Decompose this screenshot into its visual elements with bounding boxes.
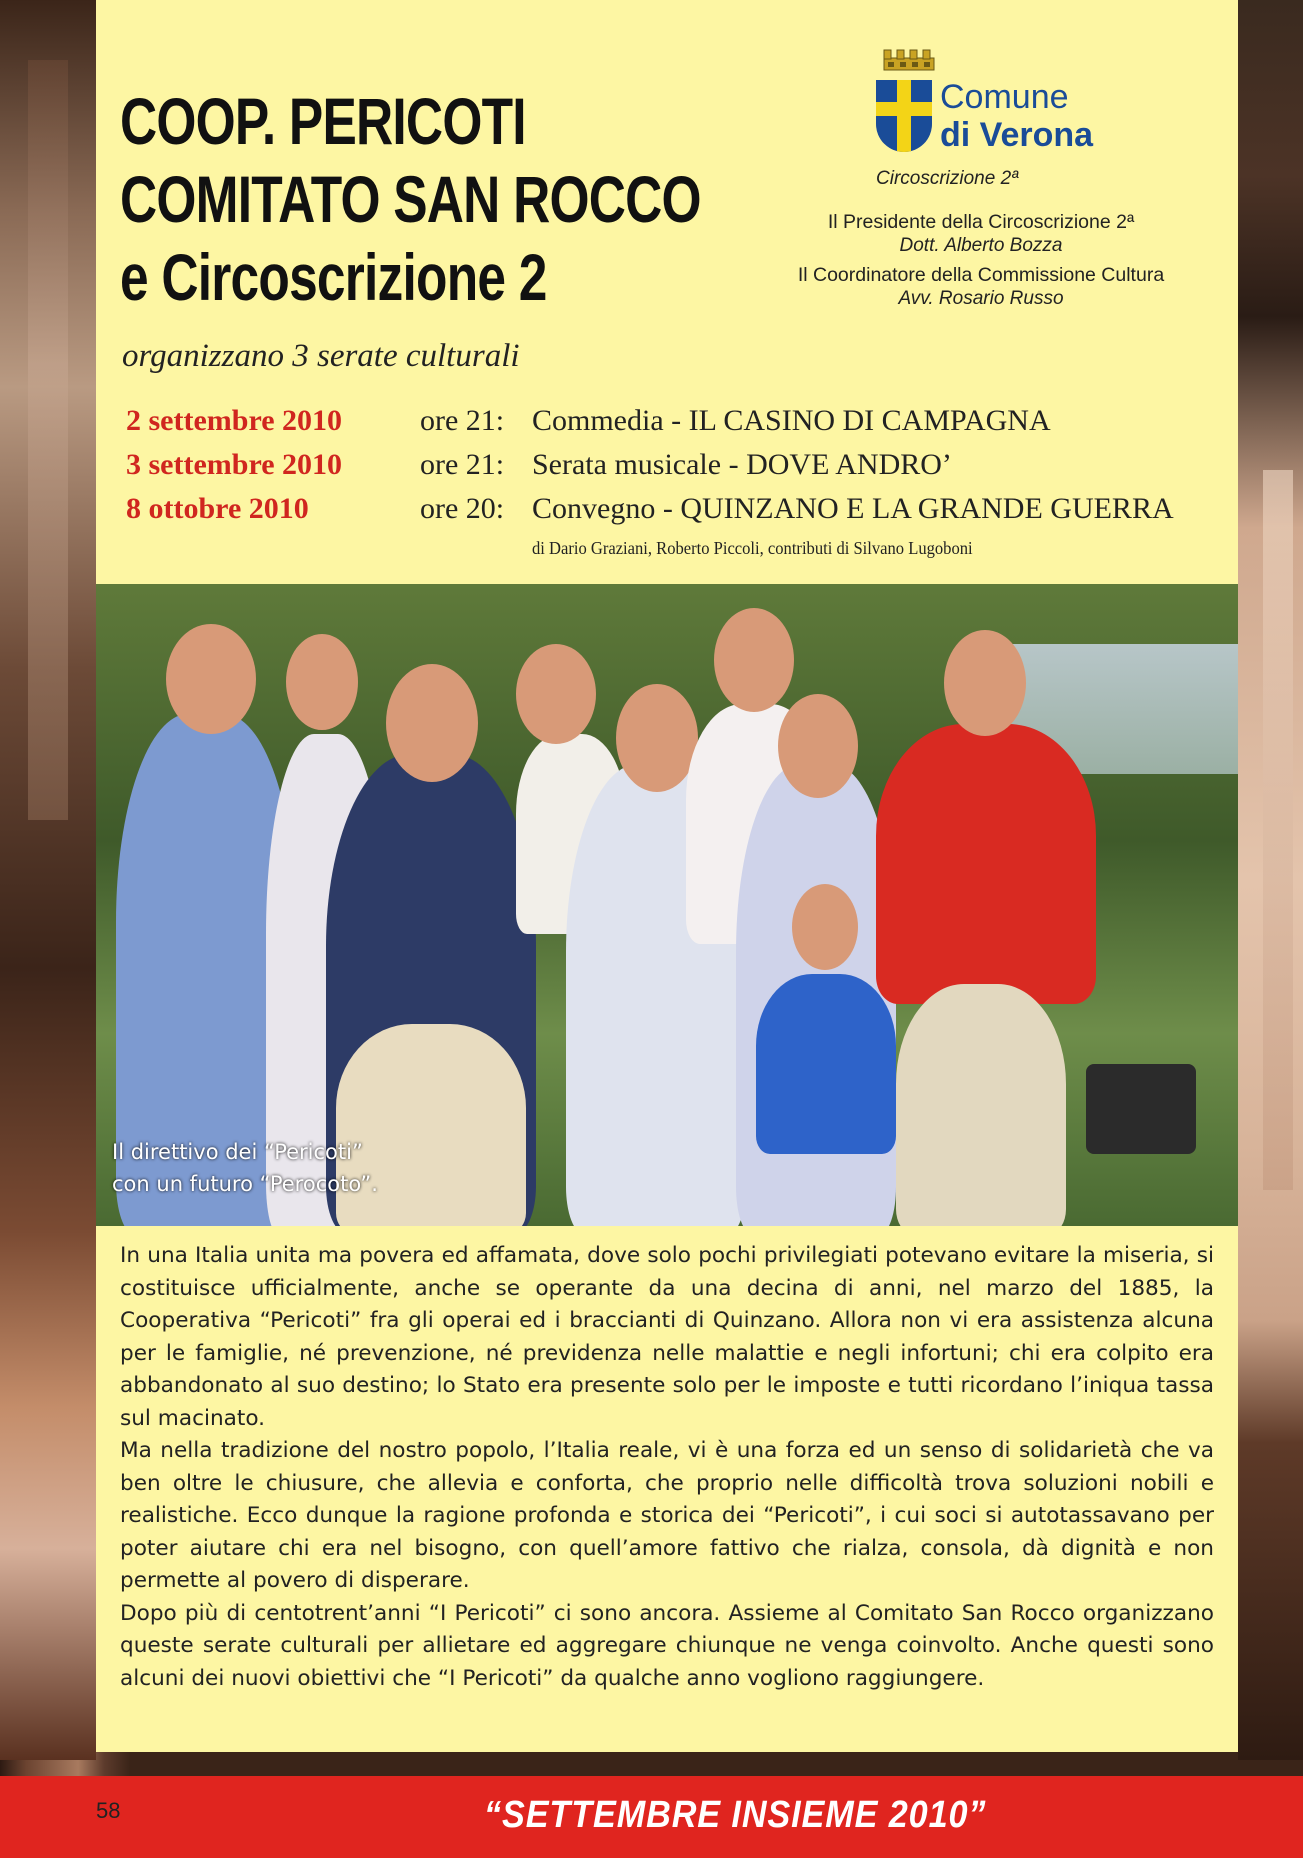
event-credits: di Dario Graziani, Roberto Piccoli, contributi di Silvano Lugoboni [532,538,973,558]
event-date: 3 settembre 2010 [126,448,343,481]
logo-text [940,78,1093,154]
verona-shield-icon [876,80,932,152]
photo-person [876,724,1096,1004]
event-description: Commedia - IL CASINO DI CAMPAGNA [532,404,1051,437]
subtitle: organizzano 3 serate culturali [122,338,520,374]
title-line-1: COOP. PERICOTI [120,84,526,158]
title-line-2: COMITATO SAN ROCCO [120,162,701,236]
event-time: ore 21: [420,448,505,481]
photo-person-legs [896,984,1066,1226]
photo-head [616,684,698,792]
photo-head [714,608,794,712]
event-date: 8 ottobre 2010 [126,492,309,525]
photo-head [516,644,596,744]
paragraph: Ma nella tradizione del nostro popolo, l’Italia reale, vi è una forza ed un senso di solidarietà che va ben oltre le chiusure, che allevia e conforta, che proprio nelle difficoltà trova soluzioni nobili e realistiche. Ecco dunque la ragione profonda e storica dei “Pericoti”, i cui soci si autotassavano per poter aiutare chi era nel bisogno, con quell’amore fattivo che rialza, consola, dà dignità e non permette al povero di disperare. [120,1438,1214,1593]
photo-head [792,884,858,970]
group-photo [96,584,1238,1226]
page-title [120,82,701,316]
official-role: Il Coordinatore della Commissione Cultura [797,264,1165,286]
paragraph: Dopo più di centotrent’anni “I Pericoti” ci sono ancora. Assieme al Comitato San Rocco organizzano queste serate culturali per allietare ed aggregare chiunque ne venga coinvolto. Anche questi sono alcuni dei nuovi obiettivi che “I Pericoti” da qualche anno vogliono raggiungere. [120,1600,1214,1691]
comune-di-verona-logo [876,44,1116,184]
photo-head [944,630,1026,736]
photo-head [166,624,256,734]
official-role: Il Presidente della Circoscrizione 2ª [827,211,1135,233]
photo-head [778,694,858,798]
officials-block [746,210,1216,316]
caption-line: con un futuro “Perocoto”. [112,1172,378,1196]
event-time: ore 21: [420,404,505,437]
article-body [120,1240,1214,1695]
official-name: Dott. Alberto Bozza [899,235,1063,256]
event-description: Convegno - QUINZANO E LA GRANDE GUERRA [532,492,1174,525]
page-number: 58 [96,1798,121,1823]
footer-bar [0,1776,1303,1858]
logo-line-1: Comune [940,78,1069,116]
photo-child [756,974,896,1154]
event-description: Serata musicale - DOVE ANDRO’ [532,448,952,481]
photo-pot [1086,1064,1196,1154]
crown-icon [880,44,938,72]
official-name: Avv. Rosario Russo [898,288,1064,309]
content-panel [96,0,1238,1752]
circoscrizione-label: Circoscrizione 2ª [876,168,1019,189]
event-time: ore 20: [420,492,505,525]
footer-title: “SETTEMBRE INSIEME 2010” [484,1794,987,1836]
photo-caption [112,1136,378,1200]
background-right-strip [1238,0,1303,1760]
photo-head [386,664,478,782]
photo-head [286,634,358,730]
caption-line: Il direttivo dei “Pericoti” [112,1140,363,1164]
title-line-3: e Circoscrizione 2 [120,240,547,314]
event-date: 2 settembre 2010 [126,404,343,437]
logo-line-2: di Verona [940,116,1094,154]
background-left-strip [0,0,96,1760]
paragraph: In una Italia unita ma povera ed affamata, dove solo pochi privilegiati potevano evitare la miseria, si costituisce ufficialmente, anche se operante da una decina di anni, nel marzo del 1885, la Cooperativa “Pericoti” fra gli operai ed i braccianti di Quinzano. Allora non vi era assistenza alcuna per le famiglie, né prevenzione, né previdenza nelle malattie e negli infortuni; chi era colpito era abbandonato al suo destino; lo Stato era presente solo per le imposte e tutti ricordano l’iniqua tassa sul macinato. [120,1243,1214,1431]
